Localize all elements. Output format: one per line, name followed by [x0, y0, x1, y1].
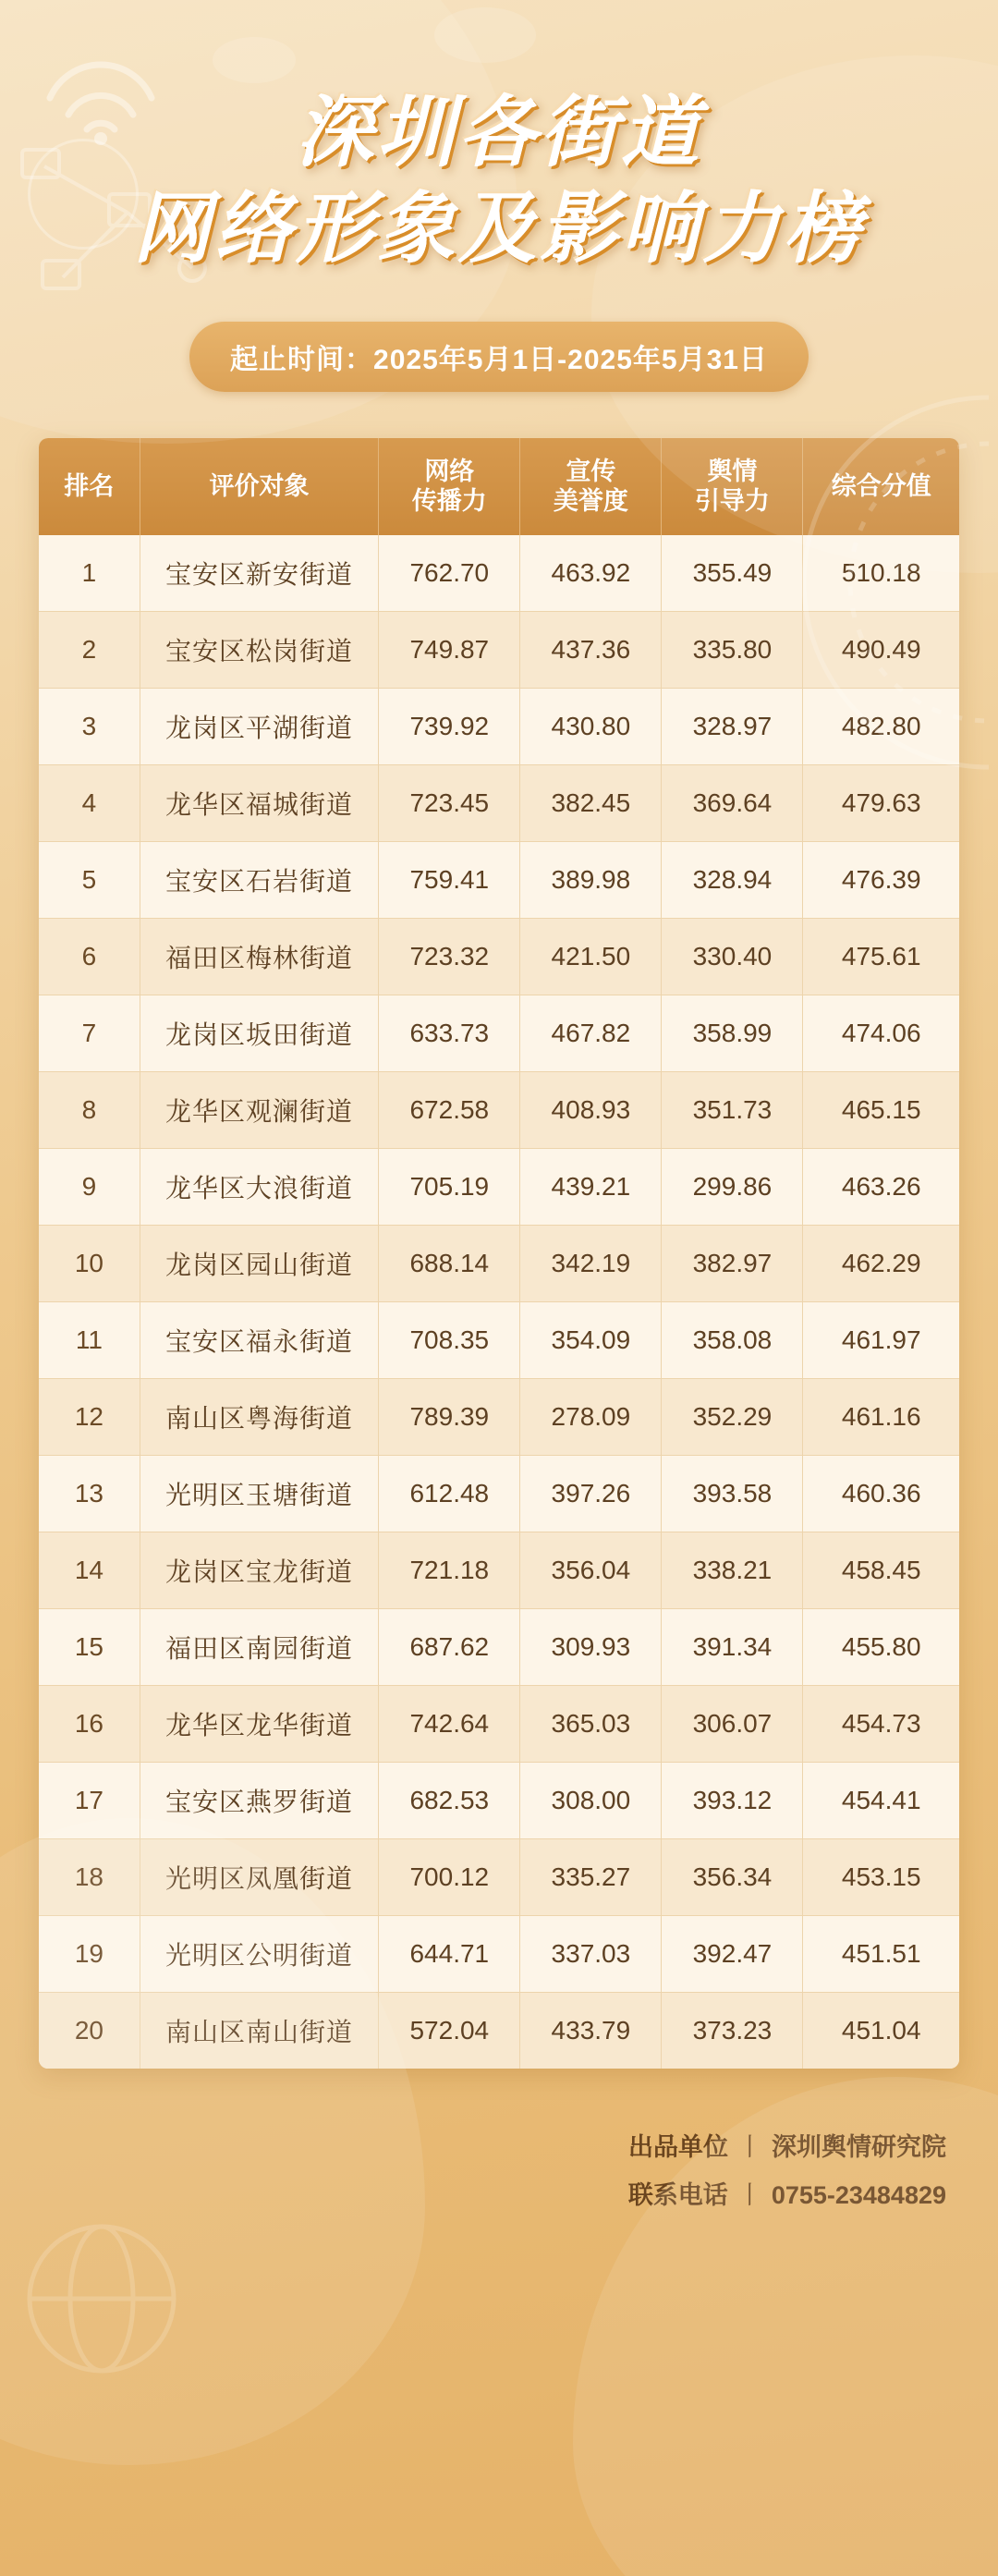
- cell-total: 474.06: [803, 995, 959, 1072]
- cell-object: 宝安区松岗街道: [140, 612, 378, 689]
- cell-guide: 358.99: [662, 995, 803, 1072]
- column-header-spread-line1: 网络: [424, 457, 475, 485]
- cell-object: 龙华区龙华街道: [140, 1686, 378, 1763]
- cell-rank: 9: [39, 1149, 140, 1226]
- cell-guide: 358.08: [662, 1302, 803, 1379]
- cell-total: 460.36: [803, 1456, 959, 1532]
- table-row: [39, 1456, 959, 1532]
- cell-total: 451.51: [803, 1916, 959, 1993]
- table-row: [39, 1839, 959, 1916]
- cell-praise: 365.03: [520, 1686, 662, 1763]
- cell-total: 455.80: [803, 1609, 959, 1686]
- cell-rank: 6: [39, 919, 140, 995]
- table-row: [39, 1072, 959, 1149]
- date-range-badge: 起止时间：2025年5月1日-2025年5月31日: [189, 322, 809, 392]
- cell-rank: 5: [39, 842, 140, 919]
- cell-total: 463.26: [803, 1149, 959, 1226]
- cell-praise: 354.09: [520, 1302, 662, 1379]
- column-header-praise-line2: 美誉度: [553, 487, 628, 516]
- cell-guide: 392.47: [662, 1916, 803, 1993]
- cell-object: 龙华区观澜街道: [140, 1072, 378, 1149]
- cell-guide: 393.12: [662, 1763, 803, 1839]
- cell-guide: 391.34: [662, 1609, 803, 1686]
- cell-praise: 382.45: [520, 765, 662, 842]
- ranking-table-container: [39, 438, 959, 2069]
- cell-spread: 705.19: [379, 1149, 520, 1226]
- cell-guide: 393.58: [662, 1456, 803, 1532]
- table-row: [39, 535, 959, 612]
- cell-object: 福田区梅林街道: [140, 919, 378, 995]
- footer-producer-label: 出品单位: [628, 2133, 728, 2162]
- column-header-spread-line2: 传播力: [411, 487, 487, 516]
- footer-phone-value: 0755-23484829: [771, 2180, 946, 2209]
- cell-guide: 306.07: [662, 1686, 803, 1763]
- column-header-spread: [379, 438, 520, 536]
- cell-praise: 309.93: [520, 1609, 662, 1686]
- cell-spread: 759.41: [379, 842, 520, 919]
- cell-guide: 330.40: [662, 919, 803, 995]
- cell-spread: 721.18: [379, 1532, 520, 1609]
- cell-spread: 708.35: [379, 1302, 520, 1379]
- cell-rank: 11: [39, 1302, 140, 1379]
- footer-producer-value: 深圳舆情研究院: [772, 2133, 946, 2162]
- footer-phone-line: [0, 2172, 946, 2219]
- column-header-praise: [520, 438, 662, 536]
- cell-rank: 7: [39, 995, 140, 1072]
- cell-rank: 18: [39, 1839, 140, 1916]
- footer-producer-line: [0, 2124, 946, 2171]
- table-header: [39, 438, 959, 536]
- cell-guide: 299.86: [662, 1149, 803, 1226]
- cell-spread: 688.14: [379, 1226, 520, 1302]
- table-row: [39, 1763, 959, 1839]
- cell-object: 龙华区大浪街道: [140, 1149, 378, 1226]
- cell-rank: 10: [39, 1226, 140, 1302]
- cell-object: 宝安区福永街道: [140, 1302, 378, 1379]
- cell-rank: 20: [39, 1993, 140, 2069]
- cell-rank: 4: [39, 765, 140, 842]
- cell-object: 光明区玉塘街道: [140, 1456, 378, 1532]
- cell-total: 458.45: [803, 1532, 959, 1609]
- cell-object: 光明区凤凰街道: [140, 1839, 378, 1916]
- cell-total: 476.39: [803, 842, 959, 919]
- cell-spread: 644.71: [379, 1916, 520, 1993]
- column-header-object: 评价对象: [140, 438, 378, 536]
- cell-rank: 15: [39, 1609, 140, 1686]
- table-row: [39, 1686, 959, 1763]
- cell-praise: 433.79: [520, 1993, 662, 2069]
- column-header-praise-line1: 宣传: [566, 457, 616, 485]
- cell-spread: 572.04: [379, 1993, 520, 2069]
- table-row: [39, 1532, 959, 1609]
- footer-separator-2: 丨: [736, 2180, 762, 2209]
- table-row: [39, 842, 959, 919]
- column-header-rank: 排名: [39, 438, 140, 536]
- column-header-guide-line2: 引导力: [694, 487, 770, 516]
- cell-guide: 328.97: [662, 689, 803, 765]
- cell-guide: 352.29: [662, 1379, 803, 1456]
- table-row: [39, 1993, 959, 2069]
- cell-object: 宝安区新安街道: [140, 535, 378, 612]
- cell-object: 光明区公明街道: [140, 1916, 378, 1993]
- cell-spread: 687.62: [379, 1609, 520, 1686]
- table-row: [39, 689, 959, 765]
- cell-praise: 437.36: [520, 612, 662, 689]
- cell-guide: 355.49: [662, 535, 803, 612]
- cell-rank: 1: [39, 535, 140, 612]
- page-header: [0, 0, 998, 392]
- ranking-table: [39, 438, 959, 2069]
- cell-total: 461.97: [803, 1302, 959, 1379]
- cell-praise: 463.92: [520, 535, 662, 612]
- cell-spread: 682.53: [379, 1763, 520, 1839]
- column-header-guide-line1: 舆情: [707, 457, 758, 485]
- cell-total: 482.80: [803, 689, 959, 765]
- cell-spread: 749.87: [379, 612, 520, 689]
- cell-total: 462.29: [803, 1226, 959, 1302]
- cell-praise: 356.04: [520, 1532, 662, 1609]
- cell-object: 龙岗区园山街道: [140, 1226, 378, 1302]
- table-row: [39, 1149, 959, 1226]
- cell-guide: 328.94: [662, 842, 803, 919]
- cell-rank: 13: [39, 1456, 140, 1532]
- footer-phone-label: 联系电话: [627, 2180, 728, 2209]
- cell-rank: 8: [39, 1072, 140, 1149]
- cell-total: 454.73: [803, 1686, 959, 1763]
- cell-praise: 467.82: [520, 995, 662, 1072]
- cell-rank: 3: [39, 689, 140, 765]
- cell-total: 451.04: [803, 1993, 959, 2069]
- table-row: [39, 1609, 959, 1686]
- table-row: [39, 1379, 959, 1456]
- cell-spread: 612.48: [379, 1456, 520, 1532]
- cell-object: 南山区粤海街道: [140, 1379, 378, 1456]
- cell-spread: 739.92: [379, 689, 520, 765]
- cell-total: 453.15: [803, 1839, 959, 1916]
- cell-object: 龙岗区宝龙街道: [140, 1532, 378, 1609]
- cell-praise: 408.93: [520, 1072, 662, 1149]
- table-row: [39, 995, 959, 1072]
- cell-guide: 335.80: [662, 612, 803, 689]
- cell-guide: 369.64: [662, 765, 803, 842]
- cell-object: 龙华区福城街道: [140, 765, 378, 842]
- cell-spread: 723.32: [379, 919, 520, 995]
- cell-rank: 14: [39, 1532, 140, 1609]
- cell-rank: 19: [39, 1916, 140, 1993]
- column-header-guide: [662, 438, 803, 536]
- cell-guide: 382.97: [662, 1226, 803, 1302]
- cell-praise: 335.27: [520, 1839, 662, 1916]
- cell-spread: 672.58: [379, 1072, 520, 1149]
- column-header-total: 综合分值: [803, 438, 959, 536]
- table-body: [39, 535, 959, 2069]
- cell-praise: 421.50: [520, 919, 662, 995]
- cell-praise: 389.98: [520, 842, 662, 919]
- table-row: [39, 765, 959, 842]
- table-row: [39, 1302, 959, 1379]
- cell-rank: 17: [39, 1763, 140, 1839]
- cell-total: 465.15: [803, 1072, 959, 1149]
- cell-guide: 351.73: [662, 1072, 803, 1149]
- cell-spread: 762.70: [379, 535, 520, 612]
- table-header-row: [39, 438, 959, 536]
- cell-guide: 356.34: [662, 1839, 803, 1916]
- cell-total: 461.16: [803, 1379, 959, 1456]
- table-row: [39, 919, 959, 995]
- cell-spread: 789.39: [379, 1379, 520, 1456]
- cell-praise: 337.03: [520, 1916, 662, 1993]
- cell-object: 龙岗区平湖街道: [140, 689, 378, 765]
- cell-total: 454.41: [803, 1763, 959, 1839]
- page-footer: [0, 2124, 998, 2219]
- table-row: [39, 1226, 959, 1302]
- cell-praise: 278.09: [520, 1379, 662, 1456]
- globe-icon: [18, 2188, 240, 2410]
- cell-total: 479.63: [803, 765, 959, 842]
- page-title-line-1: 深圳各街道: [295, 89, 702, 176]
- cell-praise: 342.19: [520, 1226, 662, 1302]
- cell-total: 490.49: [803, 612, 959, 689]
- cell-praise: 397.26: [520, 1456, 662, 1532]
- cell-object: 宝安区石岩街道: [140, 842, 378, 919]
- cell-total: 510.18: [803, 535, 959, 612]
- cell-guide: 373.23: [662, 1993, 803, 2069]
- page-title-line-2: 网络形象及影响力榜: [132, 184, 865, 272]
- table-row: [39, 612, 959, 689]
- cell-praise: 308.00: [520, 1763, 662, 1839]
- cell-total: 475.61: [803, 919, 959, 995]
- cell-rank: 2: [39, 612, 140, 689]
- cell-object: 宝安区燕罗街道: [140, 1763, 378, 1839]
- cell-object: 龙岗区坂田街道: [140, 995, 378, 1072]
- page-title: [133, 89, 865, 274]
- cell-spread: 633.73: [379, 995, 520, 1072]
- cell-object: 福田区南园街道: [140, 1609, 378, 1686]
- cell-spread: 723.45: [379, 765, 520, 842]
- cell-rank: 12: [39, 1379, 140, 1456]
- cell-rank: 16: [39, 1686, 140, 1763]
- table-row: [39, 1916, 959, 1993]
- cell-guide: 338.21: [662, 1532, 803, 1609]
- cell-object: 南山区南山街道: [140, 1993, 378, 2069]
- cell-praise: 439.21: [520, 1149, 662, 1226]
- cell-praise: 430.80: [520, 689, 662, 765]
- cell-spread: 742.64: [379, 1686, 520, 1763]
- footer-separator: 丨: [737, 2133, 762, 2162]
- cell-spread: 700.12: [379, 1839, 520, 1916]
